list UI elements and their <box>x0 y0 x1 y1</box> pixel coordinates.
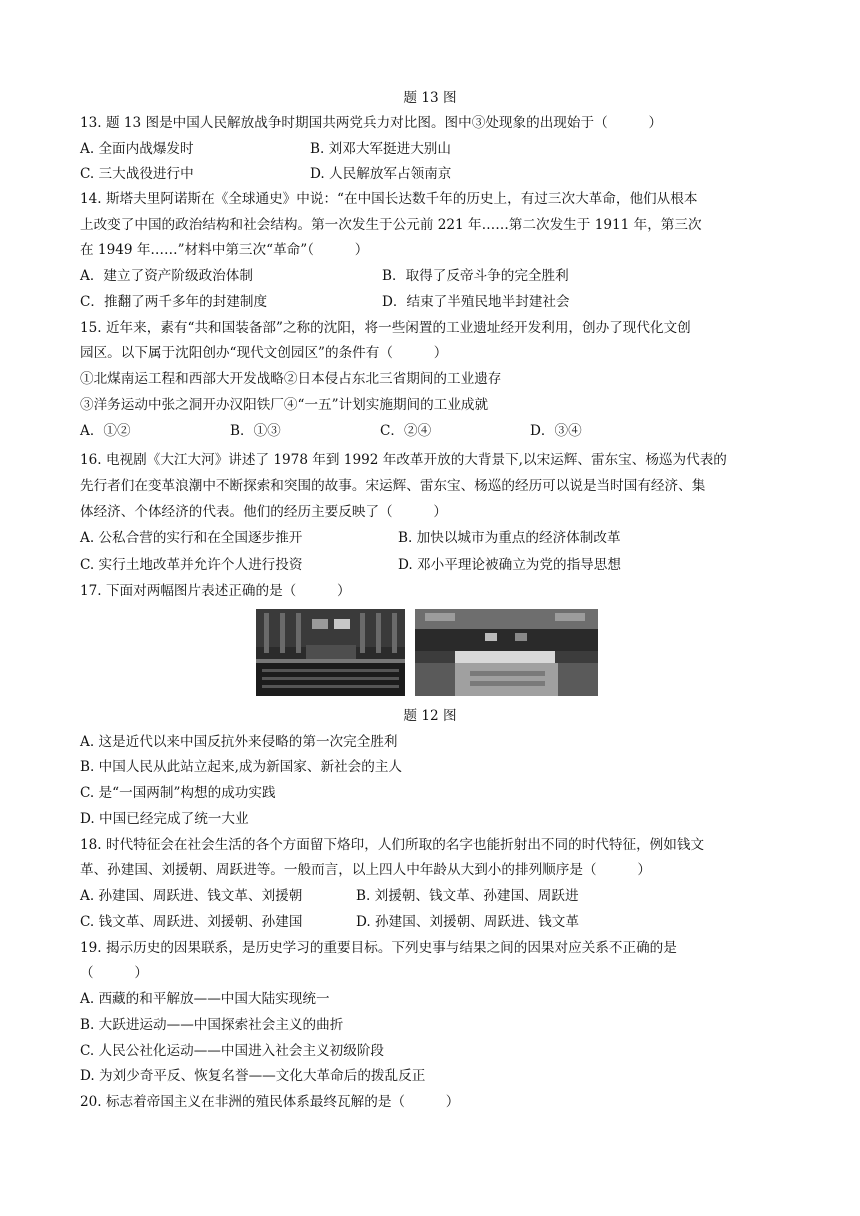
q13-stem: 13. 题 13 图是中国人民解放战争时期国共两党兵力对比图。图中③处现象的出现始于（ ） <box>80 115 663 131</box>
q18-stem-line-1: 18. 时代特征会在社会生活的各个方面留下烙印，人们所取的名字也能折射出不同的时代特征，例如钱文 <box>80 837 705 853</box>
q14-option-b: B．取得了反帝斗争的完全胜利 <box>382 268 569 284</box>
q13-option-c: C. 三大战役进行中 <box>80 166 194 182</box>
q17-option-d: D. 中国已经完成了统一大业 <box>80 811 249 827</box>
q15-item-line-1: ①北煤南运工程和西部大开发战略②日本侵占东北三省期间的工业遗存 <box>80 371 502 387</box>
q14-stem-line-1: 14. 斯塔夫里阿诺斯在《全球通史》中说：“在中国长达数千年的历史上，有过三次大革命，他们从根本 <box>80 191 698 207</box>
q18-option-a: A. 孙建国、周跃进、钱文革、刘援朝 <box>80 888 303 904</box>
q18-option-c: C. 钱文革、周跃进、刘援朝、孙建国 <box>80 914 303 930</box>
q16-option-d: D. 邓小平理论被确立为党的指导思想 <box>398 557 621 573</box>
q18-stem-line-2: 革、孙建国、刘援朝、周跃进等。一般而言，以上四人中年龄从大到小的排列顺序是（ ） <box>80 862 651 878</box>
q15-stem-line-1: 15. 近年来，素有“共和国装备部”之称的沈阳，将一些闲置的工业遗址经开发利用，创办了现代化文创 <box>80 320 691 336</box>
figure-12-caption: 题 12 图 <box>403 708 457 724</box>
q13-option-b: B. 刘邓大军挺进大别山 <box>310 141 451 157</box>
q19-stem-line-2: （ ） <box>80 965 148 981</box>
q19-option-b: B. 大跃进运动——中国探索社会主义的曲折 <box>80 1017 344 1033</box>
q14-option-a: A．建立了资产阶级政治体制 <box>80 268 253 284</box>
q19-option-d: D. 为刘少奇平反、恢复名誉——文化大革命后的拨乱反正 <box>80 1068 426 1084</box>
q19-option-c: C. 人民公社化运动——中国进入社会主义初级阶段 <box>80 1043 385 1059</box>
q16-stem-line-3: 体经济、个体经济的代表。他们的经历主要反映了（ ） <box>80 504 448 520</box>
q16-stem-line-2: 先行者们在变革浪潮中不断探索和突围的故事。宋运辉、雷东宝、杨巡的经历可以说是当时国有经济、集 <box>80 478 706 494</box>
q13-option-a: A. 全面内战爆发时 <box>80 141 194 157</box>
q19-option-a: A. 西藏的和平解放——中国大陆实现统一 <box>80 991 330 1007</box>
q13-option-d: D. 人民解放军占领南京 <box>310 166 452 182</box>
q20-stem: 20. 标志着帝国主义在非洲的殖民体系最终瓦解的是（ ） <box>80 1094 460 1110</box>
q15-option-a: A．①② <box>80 423 131 439</box>
q15-item-line-2: ③洋务运动中张之洞开办汉阳铁厂④“一五”计划实施期间的工业成就 <box>80 397 489 413</box>
handover-ceremony-photo-left <box>256 609 405 696</box>
q16-option-c: C. 实行土地改革并允许个人进行投资 <box>80 557 303 573</box>
q18-option-b: B. 刘援朝、钱文革、孙建国、周跃进 <box>356 888 579 904</box>
figure-13-caption: 题 13 图 <box>403 90 457 106</box>
q14-option-c: C．推翻了两千多年的封建制度 <box>80 294 268 310</box>
q18-option-d: D. 孙建国、刘援朝、周跃进、钱文革 <box>356 914 579 930</box>
q16-option-a: A. 公私合营的实行和在全国逐步推开 <box>80 530 303 546</box>
q15-option-b: B．①③ <box>230 423 281 439</box>
q14-stem-line-3: 在 1949 年……”材料中第三次“革命”（ ） <box>80 242 369 258</box>
q16-option-b: B. 加快以城市为重点的经济体制改革 <box>398 530 621 546</box>
q14-stem-line-2: 上改变了中国的政治结构和社会结构。第一次发生于公元前 221 年……第二次发生于 1911 年，第三次 <box>80 217 702 233</box>
q14-option-d: D．结束了半殖民地半封建社会 <box>382 294 570 310</box>
q17-option-c: C. 是“一国两制”构想的成功实践 <box>80 785 276 801</box>
q17-option-a: A. 这是近代以来中国反抗外来侵略的第一次完全胜利 <box>80 734 398 750</box>
q15-option-c: C．②④ <box>380 423 432 439</box>
q15-stem-line-2: 园区。以下属于沈阳创办“现代文创园区”的条件有（ ） <box>80 345 448 361</box>
handover-ceremony-photo-right <box>415 609 598 696</box>
q17-option-b: B. 中国人民从此站立起来,成为新国家、新社会的主人 <box>80 759 403 775</box>
q17-stem: 17. 下面对两幅图片表述正确的是（ ） <box>80 583 351 599</box>
q15-option-d: D．③④ <box>530 423 582 439</box>
q16-stem-line-1: 16. 电视剧《大江大河》讲述了 1978 年到 1992 年改革开放的大背景下,以宋运辉、雷东宝、杨巡为代表的 <box>80 452 727 468</box>
q19-stem-line-1: 19. 揭示历史的因果联系，是历史学习的重要目标。下列史事与结果之间的因果对应关系不正确的是 <box>80 940 677 956</box>
